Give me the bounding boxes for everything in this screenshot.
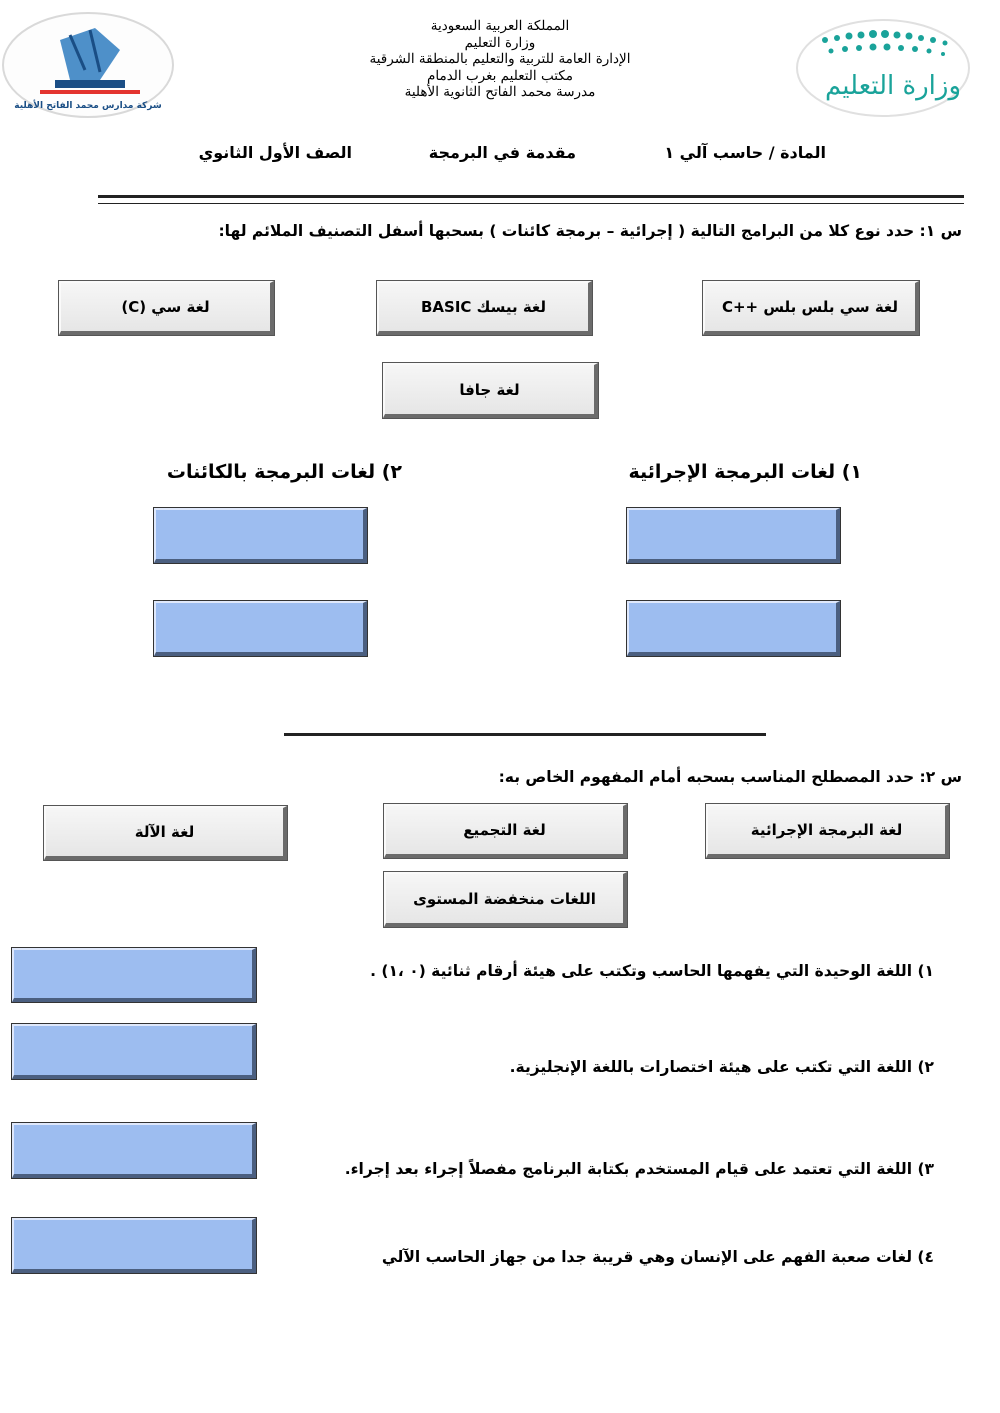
q1-drop-procedural-1[interactable] — [627, 508, 840, 563]
q2-drop-4[interactable] — [12, 1218, 256, 1273]
header-line-school: مدرسة محمد الفاتح الثانوية الأهلية — [404, 84, 596, 100]
unit-label: مقدمة في البرمجة — [428, 143, 576, 162]
q1-option-java[interactable]: لغة جافا — [383, 363, 598, 418]
q1-option-c[interactable]: لغة سي (C) — [59, 281, 274, 335]
q2-item-3: ٣) اللغة التي تعتمد على قيام المستخدم بكتابة البرنامج مفصلاً إجراء بعد إجراء. — [344, 1160, 934, 1178]
q2-drop-1[interactable] — [12, 948, 256, 1002]
q2-item-4: ٤) لغات صعبة الفهم على الإنسان وهي قريبة جدا من جهاز الحاسب الآلي — [381, 1248, 934, 1266]
q1-drop-object-1[interactable] — [154, 508, 367, 563]
grade-label: الصف الأول الثانوي — [198, 143, 352, 162]
category-procedural: ١) لغات البرمجة الإجرائية — [628, 461, 862, 483]
q2-prompt: س ٢: حدد المصطلح المناسب بسحبه أمام المفهوم الخاص به: — [498, 768, 962, 786]
q2-drop-3[interactable] — [12, 1123, 256, 1178]
header-line-ministry: وزارة التعليم — [464, 34, 536, 51]
q1-option-cpp[interactable]: لغة سي بلس بلس ++C — [703, 281, 919, 335]
q1-prompt: س ١: حدد نوع كلا من البرامج التالية ( إجرائية – برمجة كائنات ) بسحبها أسفل التصنيف الملائم لها: — [218, 222, 962, 240]
logo-left-caption: شركة مدارس محمد الفاتح الأهلية — [14, 101, 162, 111]
q1-drop-object-2[interactable] — [154, 601, 367, 656]
q2-item-2: ٢) اللغة التي تكتب على هيئة اختصارات باللغة الإنجليزية. — [509, 1058, 934, 1076]
q2-drop-2[interactable] — [12, 1024, 256, 1079]
header-line-directorate: الإدارة العامة للتربية والتعليم بالمنطقة الشرقية — [369, 51, 631, 67]
divider-top-thin — [98, 203, 964, 204]
school-header — [300, 18, 700, 101]
logo-right-text: وزارة التعليم — [824, 71, 962, 101]
q2-option-machine[interactable]: لغة الآلة — [44, 806, 287, 860]
q2-option-procedural[interactable]: لغة البرمجة الإجرائية — [706, 804, 949, 858]
subject-label: المادة / حاسب آلي ١ — [664, 143, 826, 162]
category-object-oriented: ٢) لغات البرمجة بالكائنات — [166, 461, 402, 483]
q2-item-1: ١) اللغة الوحيدة التي يفهمها الحاسب وتكتب على هيئة أرقام ثنائية (٠ ،١) . — [370, 962, 934, 980]
q2-option-assembly[interactable]: لغة التجميع — [384, 804, 627, 858]
header-line-office: مكتب التعليم بغرب الدمام — [427, 67, 573, 84]
header-line-country: المملكة العربية السعودية — [430, 18, 570, 34]
q1-option-basic[interactable]: لغة بيسك BASIC — [377, 281, 592, 335]
q2-option-low-level[interactable]: اللغات منخفضة المستوى — [384, 872, 627, 927]
divider-middle — [284, 733, 766, 736]
q1-drop-procedural-2[interactable] — [627, 601, 840, 656]
school-logo — [0, 10, 175, 120]
ministry-logo — [795, 18, 970, 118]
divider-top — [98, 195, 964, 198]
